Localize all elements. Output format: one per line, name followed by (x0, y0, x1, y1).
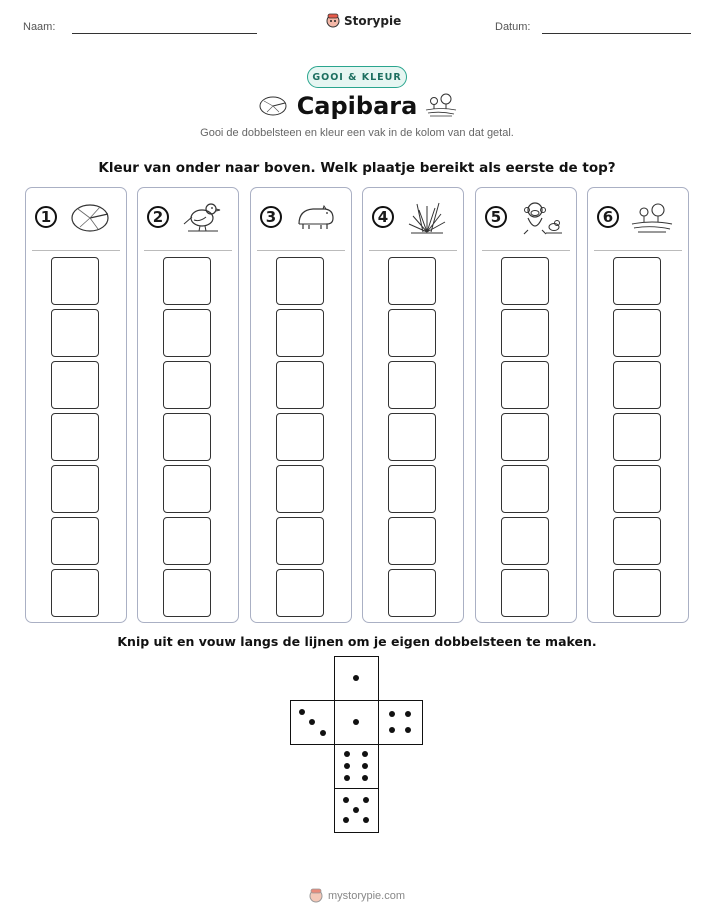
color-cell[interactable] (613, 413, 661, 461)
dice-face-1 (334, 656, 379, 701)
brand-logo (326, 13, 401, 29)
dice-pip (389, 711, 395, 717)
color-cell[interactable] (276, 257, 324, 305)
color-cell[interactable] (51, 361, 99, 409)
dice-pip (405, 727, 411, 733)
color-cell[interactable] (51, 517, 99, 565)
color-cell[interactable] (163, 413, 211, 461)
column-divider (257, 250, 345, 251)
dice-face-3 (290, 700, 335, 745)
storypie-mascot-icon (326, 13, 340, 29)
column-divider (144, 250, 232, 251)
color-cell[interactable] (613, 465, 661, 513)
dice-pip (299, 709, 305, 715)
page-title: Capibara (296, 92, 418, 120)
dice-pip (343, 797, 349, 803)
color-cell[interactable] (388, 465, 436, 513)
column-divider (369, 250, 457, 251)
track-column-2 (137, 187, 239, 623)
top-instruction: Kleur van onder naar boven. Welk plaatje bereikt als eerste de top? (98, 160, 616, 176)
color-cell[interactable] (388, 569, 436, 617)
color-cell[interactable] (501, 569, 549, 617)
column-divider (32, 250, 120, 251)
column-number: 2 (147, 206, 169, 228)
bottom-instruction: Knip uit en vouw langs de lijnen om je eigen dobbelsteen te maken. (117, 634, 597, 649)
dice-pip (363, 817, 369, 823)
track-column-4 (362, 187, 464, 623)
dice-pip (362, 775, 368, 781)
lily-pad-icon (68, 200, 112, 236)
color-cell[interactable] (51, 465, 99, 513)
track-column-1 (25, 187, 127, 623)
dice-pip (343, 817, 349, 823)
dice-pip (320, 730, 326, 736)
color-cell[interactable] (613, 309, 661, 357)
column-number: 4 (372, 206, 394, 228)
game-type-badge: GOOI & KLEUR (307, 66, 407, 88)
dice-pip (389, 727, 395, 733)
color-cell[interactable] (501, 413, 549, 461)
color-cell[interactable] (276, 413, 324, 461)
footer-url[interactable]: mystorypie.com (327, 890, 406, 902)
color-cell[interactable] (613, 257, 661, 305)
bird-icon (180, 200, 224, 236)
monkey-icon (518, 200, 562, 236)
color-cell[interactable] (613, 517, 661, 565)
color-cell[interactable] (501, 257, 549, 305)
color-cell[interactable] (501, 361, 549, 409)
dice-face-1 (334, 700, 379, 745)
dice-pip (344, 763, 350, 769)
color-cell[interactable] (276, 309, 324, 357)
color-cell[interactable] (276, 361, 324, 409)
color-cell[interactable] (501, 465, 549, 513)
color-cell[interactable] (501, 517, 549, 565)
dice-pip (309, 719, 315, 725)
capybara-icon (293, 200, 337, 236)
grass-icon (405, 200, 449, 236)
color-cell[interactable] (388, 257, 436, 305)
color-cell[interactable] (276, 465, 324, 513)
column-divider (482, 250, 570, 251)
column-number: 1 (35, 206, 57, 228)
river-landscape-icon (424, 92, 458, 118)
dice-pip (344, 751, 350, 757)
color-cell[interactable] (51, 569, 99, 617)
dice-pip (353, 675, 359, 681)
color-cell[interactable] (51, 257, 99, 305)
color-cell[interactable] (276, 517, 324, 565)
dice-face-6 (334, 744, 379, 789)
dice-face-5 (334, 788, 379, 833)
name-label: Naam: (23, 21, 56, 33)
track-column-3 (250, 187, 352, 623)
dice-pip (353, 719, 359, 725)
color-cell[interactable] (163, 361, 211, 409)
color-cell[interactable] (501, 309, 549, 357)
river-landscape-icon (630, 200, 674, 236)
color-cell[interactable] (388, 413, 436, 461)
dice-face-4 (378, 700, 423, 745)
subtitle: Gooi de dobbelsteen en kleur een vak in de kolom van dat getal. (200, 127, 514, 139)
color-cell[interactable] (163, 309, 211, 357)
track-column-5 (475, 187, 577, 623)
dice-pip (405, 711, 411, 717)
color-cell[interactable] (276, 569, 324, 617)
brand-name: Storypie (344, 14, 402, 28)
color-cell[interactable] (163, 517, 211, 565)
color-cell[interactable] (163, 465, 211, 513)
dice-pip (344, 775, 350, 781)
storypie-mascot-icon (309, 888, 323, 904)
dice-pip (353, 807, 359, 813)
column-number: 3 (260, 206, 282, 228)
footer (0, 888, 714, 904)
date-label: Datum: (495, 21, 531, 33)
color-cell[interactable] (51, 309, 99, 357)
color-cell[interactable] (388, 517, 436, 565)
color-cell[interactable] (163, 569, 211, 617)
date-field[interactable] (542, 33, 691, 34)
color-cell[interactable] (388, 361, 436, 409)
color-cell[interactable] (613, 569, 661, 617)
name-field[interactable] (72, 33, 257, 34)
dice-pip (362, 763, 368, 769)
dice-pip (363, 797, 369, 803)
column-number: 5 (485, 206, 507, 228)
track-column-6 (587, 187, 689, 623)
color-cell[interactable] (163, 257, 211, 305)
color-cell[interactable] (388, 309, 436, 357)
column-divider (594, 250, 682, 251)
column-number: 6 (597, 206, 619, 228)
color-cell[interactable] (613, 361, 661, 409)
color-cell[interactable] (51, 413, 99, 461)
dice-pip (362, 751, 368, 757)
